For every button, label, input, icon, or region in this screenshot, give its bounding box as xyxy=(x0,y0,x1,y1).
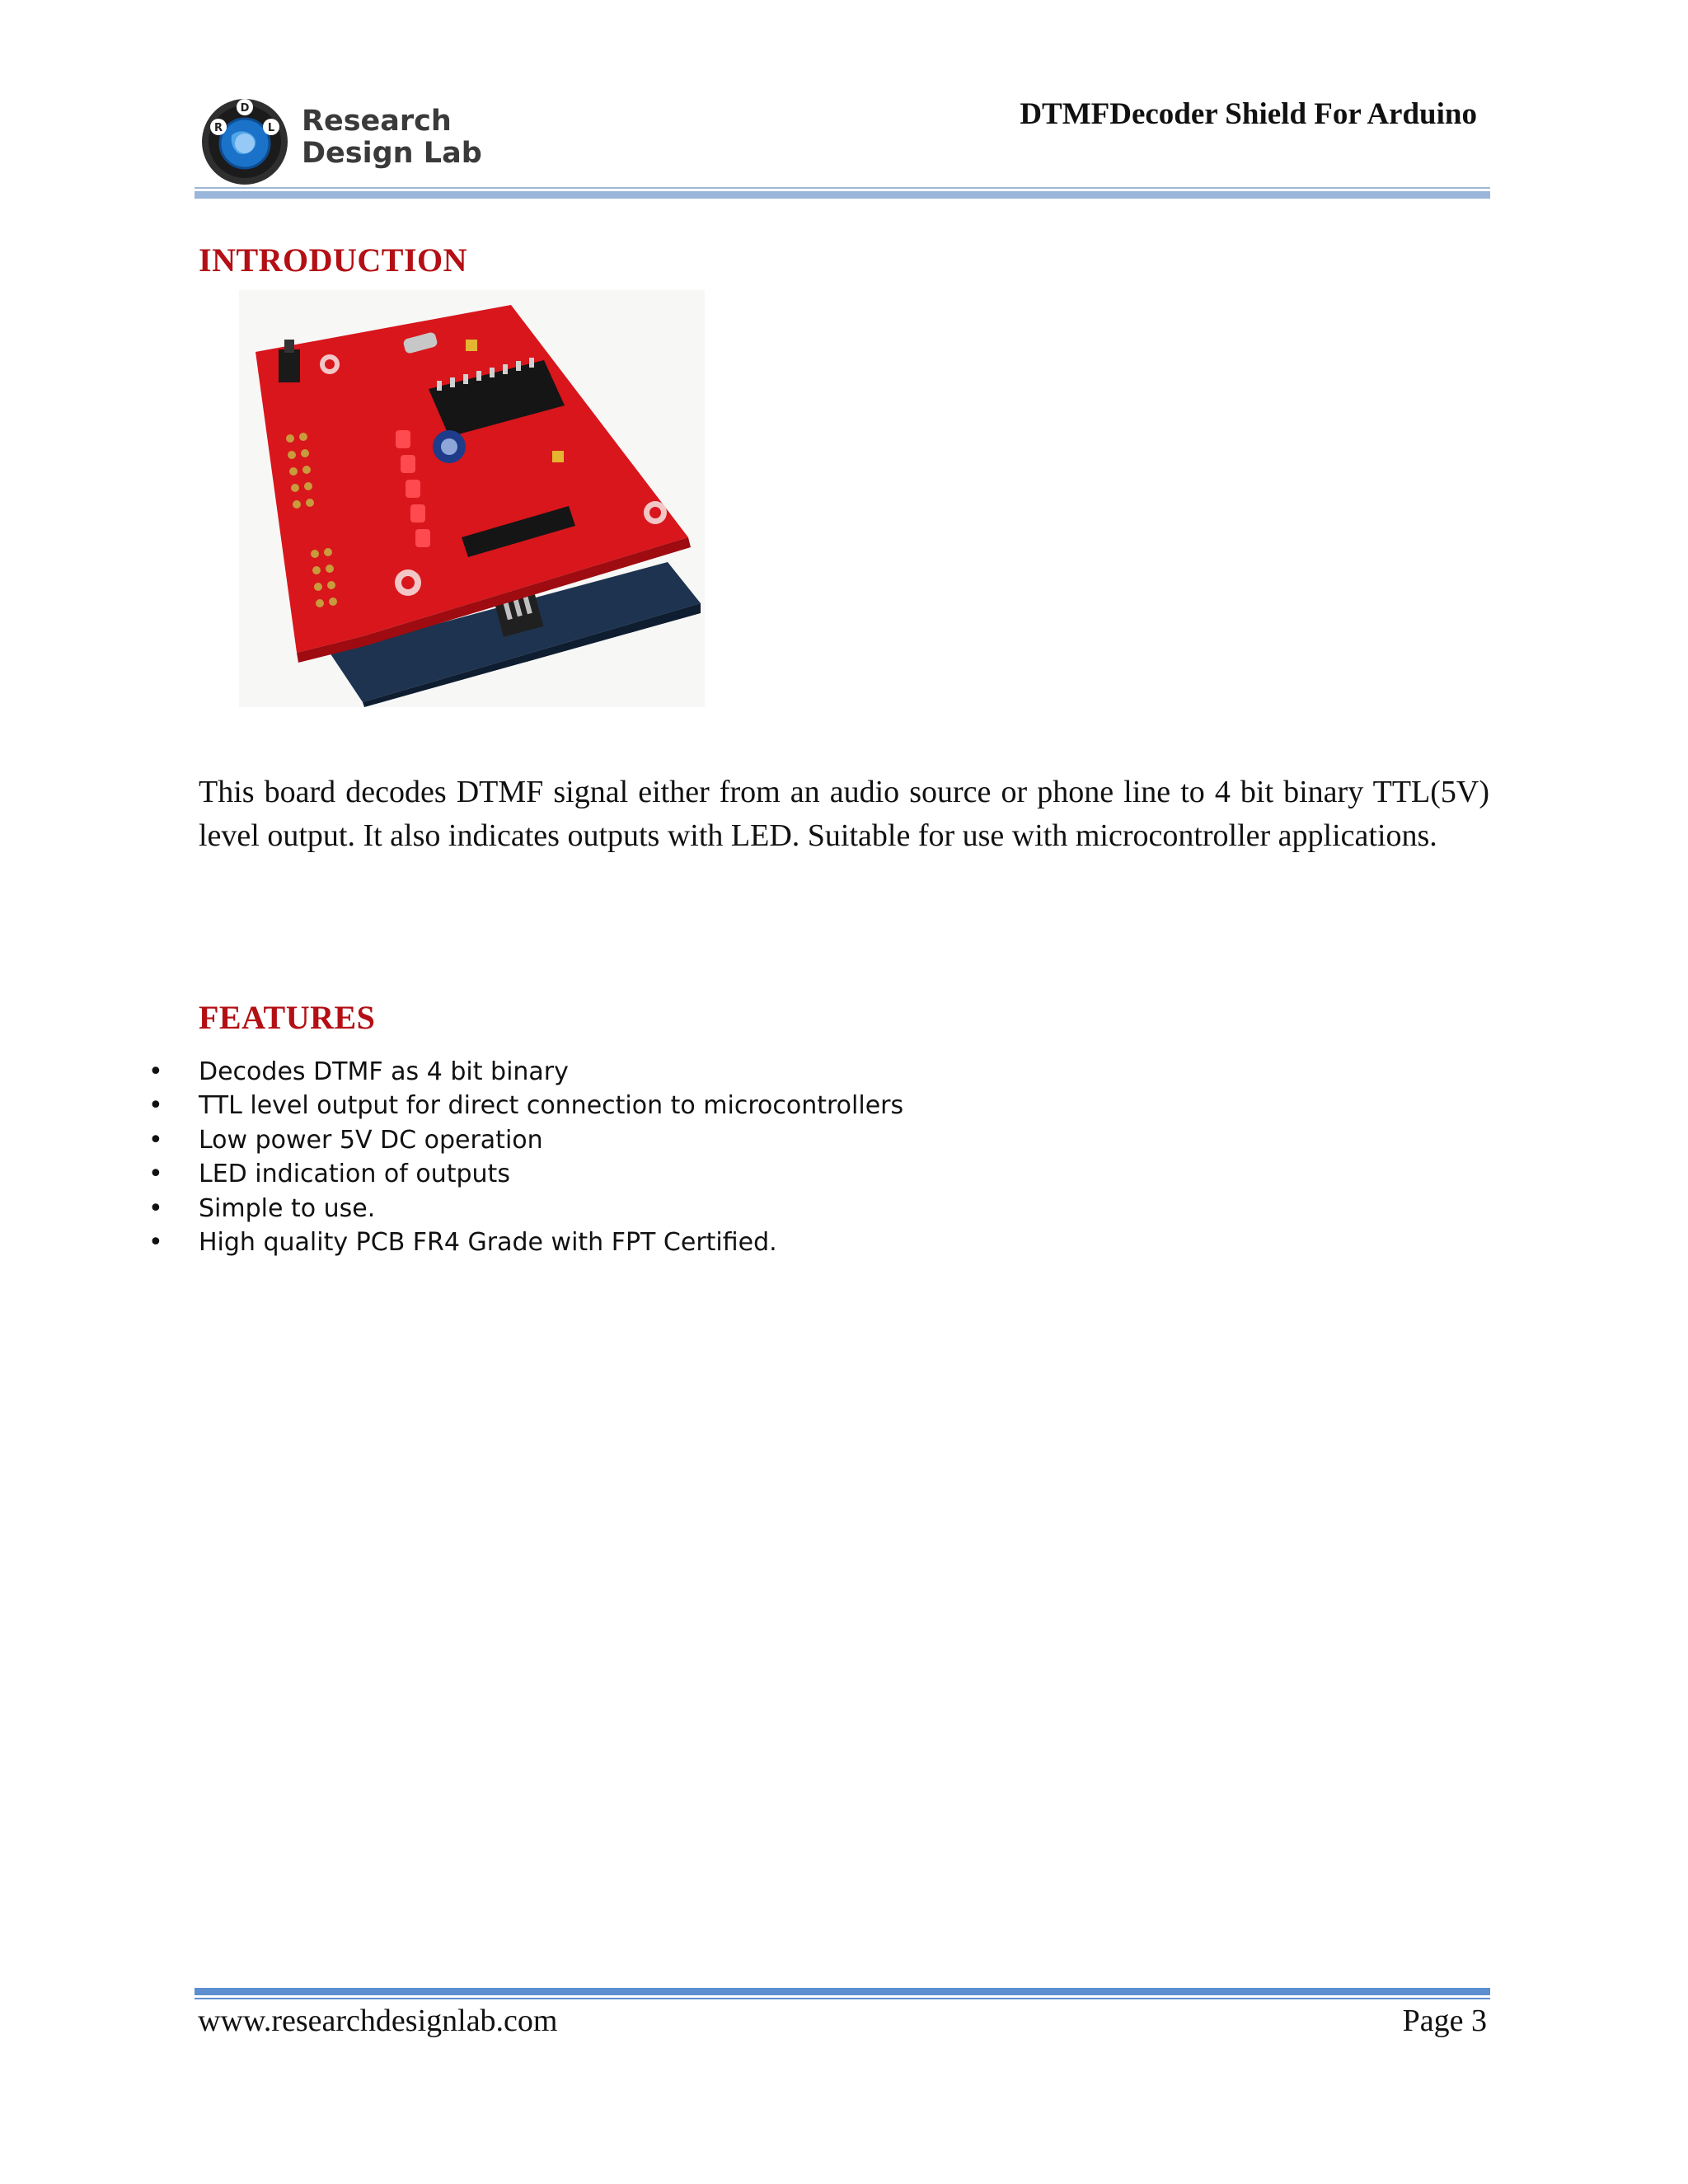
bullet-icon: • xyxy=(148,1091,163,1121)
feature-text: TTL level output for direct connection to microcontrollers xyxy=(199,1091,904,1121)
feature-text: Simple to use. xyxy=(199,1193,376,1223)
footer-website-link[interactable]: www.researchdesignlab.com xyxy=(198,2004,558,2038)
bullet-icon: • xyxy=(148,1057,163,1086)
logo-ring-letter-d: D xyxy=(240,102,250,115)
logo-globe-icon xyxy=(200,96,293,188)
bullet-icon: • xyxy=(148,1193,163,1223)
introduction-heading: INTRODUCTION xyxy=(199,241,468,279)
pcb-board-photo-icon xyxy=(239,290,705,707)
document-title: DTMFDecoder Shield For Arduino xyxy=(1020,97,1477,131)
page-number: Page 3 xyxy=(1402,2004,1487,2038)
feature-text: High quality PCB FR4 Grade with FPT Certified. xyxy=(199,1227,777,1257)
feature-text: Decodes DTMF as 4 bit binary xyxy=(199,1057,569,1086)
feature-text: Low power 5V DC operation xyxy=(199,1125,543,1155)
logo-line-2: Design Lab xyxy=(302,137,482,170)
bullet-icon: • xyxy=(148,1125,163,1155)
footer-rule-thin xyxy=(195,1998,1490,1999)
header-rule-thin xyxy=(195,187,1490,189)
features-heading: FEATURES xyxy=(199,999,376,1036)
feature-text: LED indication of outputs xyxy=(199,1160,510,1189)
logo-wordmark xyxy=(302,105,482,170)
footer-rule xyxy=(195,1988,1490,1995)
logo-ring-letter-l: L xyxy=(267,122,275,134)
product-photo xyxy=(239,290,705,707)
bullet-icon: • xyxy=(148,1160,163,1189)
bullet-icon: • xyxy=(148,1227,163,1257)
logo-line-1: Research xyxy=(302,105,452,138)
logo-ring-letter-r: R xyxy=(213,122,223,134)
introduction-paragraph: This board decodes DTMF signal either from an audio source or phone line to 4 bit binary TTL(5V) level output. It also indicates outputs with LED. Suitable for use with microcontroller applications. xyxy=(199,775,1489,853)
header-rule xyxy=(195,191,1490,199)
